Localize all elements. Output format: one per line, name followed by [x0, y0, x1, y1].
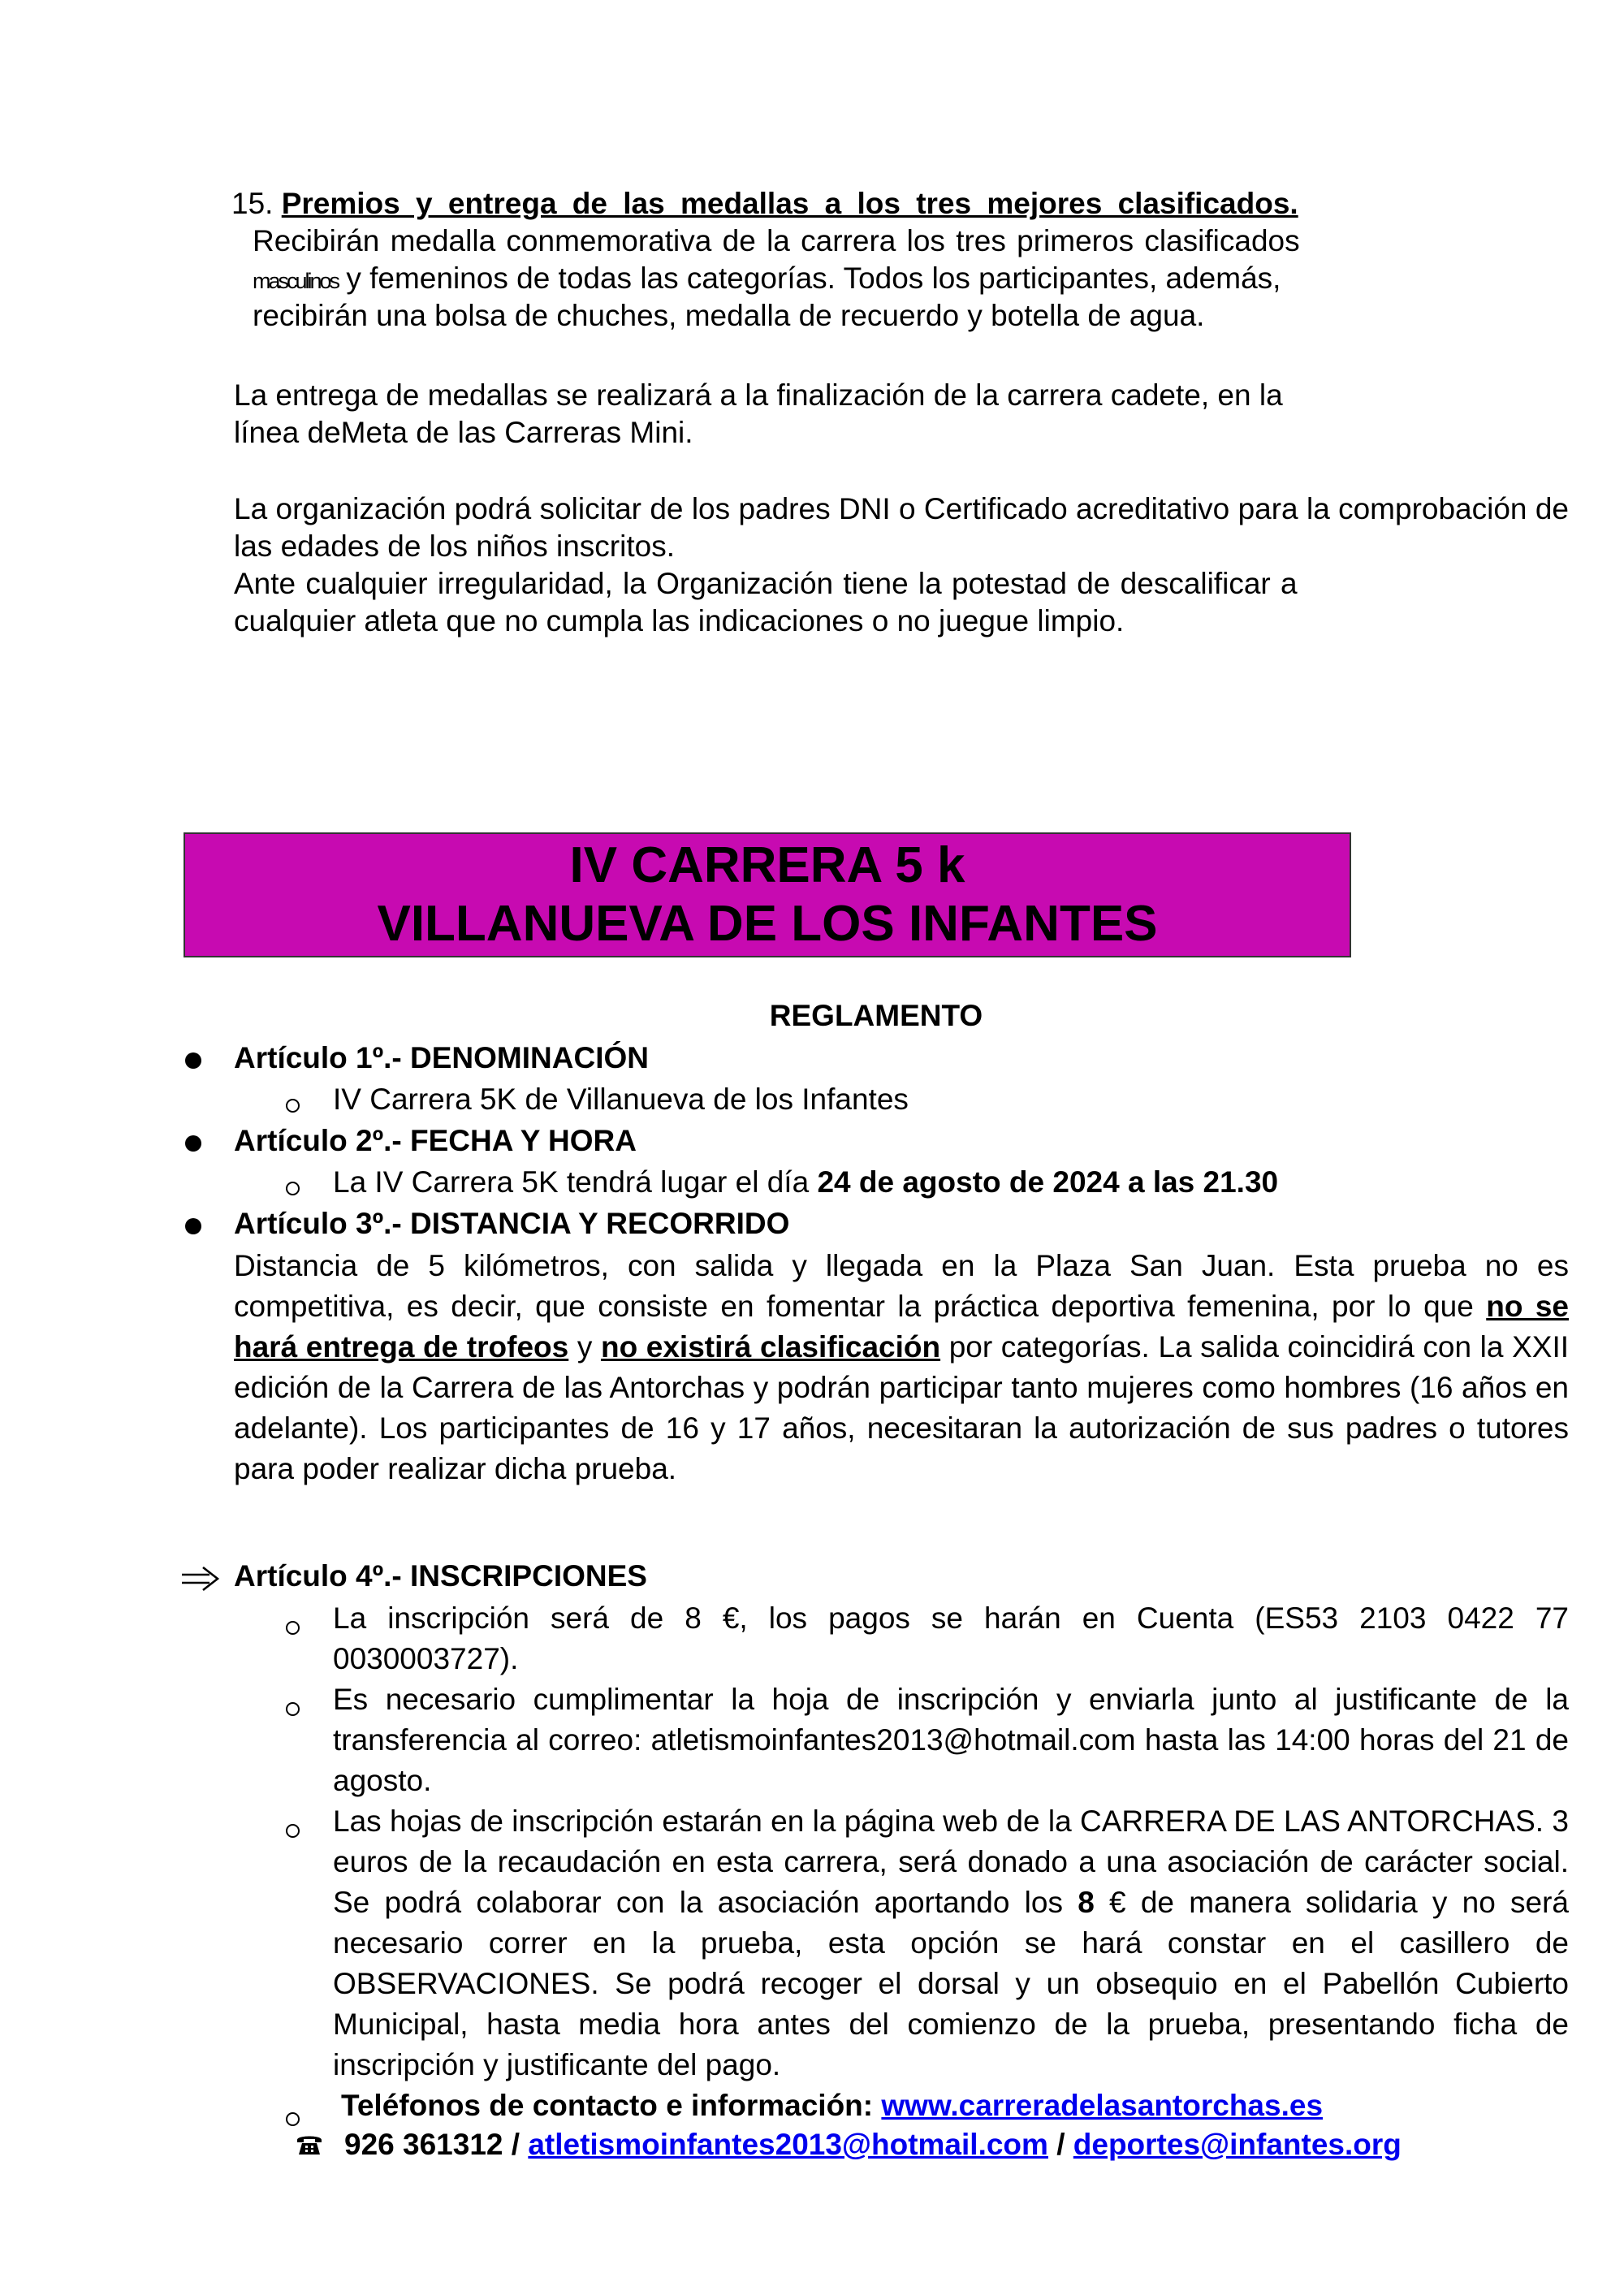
separator: /	[503, 2128, 529, 2161]
contact-email2-link[interactable]: deportes@infantes.org	[1073, 2128, 1402, 2161]
article3-paragraph	[234, 1246, 1569, 1489]
circle-bullet-icon	[286, 1621, 300, 1635]
circle-bullet-icon	[286, 1182, 300, 1195]
article4-item2: Es necesario cumplimentar la hoja de inscripción y enviarla junto al justificante de la transferencia al correo: atletismoinfantes2013@hotmail.com hasta las 14:00 horas del 21 de agosto.	[333, 1683, 1569, 1797]
article3-text-1: Distancia de 5 kilómetros, con salida y llegada en la Plaza San Juan. Esta prueba no es competitiva, es decir, que consiste en fomentar la práctica deportiva femenina, por lo que	[234, 1249, 1569, 1323]
contact-line	[341, 2087, 1323, 2124]
prizes-paragraph-line1: Recibirán medalla conmemorativa de la carrera los tres primeros clasificados	[253, 224, 1300, 257]
article2-item-text: La IV Carrera 5K tendrá lugar el día	[333, 1165, 818, 1199]
prizes-word-masculinos: masculinos	[253, 269, 339, 293]
article3-text-3: por categorías. La salida coincidirá con la XXII edición de la Carrera de las Antorchas y podrán participar tanto mujeres como hombres (16 años en adelante). Los participantes de 16 y 17 años, necesitaran la autorización de sus padres o tutores para poder realizar dicha prueba.	[234, 1330, 1569, 1485]
article4-item3-text-a: Las hojas de inscripción estarán en la página web de la CARRERA DE LAS ANTORCHAS. 3 euros de la recaudación en esta carrera, será donado a una asociación de carácter social. Se podrá colaborar con la asociación aportando los	[333, 1804, 1569, 1919]
article2-title: Artículo 2º.- FECHA Y HORA	[234, 1124, 637, 1157]
documents-paragraph: La organización podrá solicitar de los padres DNI o Certificado acreditativo para la comprobación de las edades de los niños inscritos.	[234, 492, 1569, 563]
double-arrow-right-icon	[180, 1562, 222, 1595]
prizes-paragraph-line2	[253, 260, 1417, 300]
irregularity-paragraph-line1: Ante cualquier irregularidad, la Organización tiene la potestad de descalificar a	[234, 567, 1298, 600]
telephone-icon	[296, 2131, 323, 2157]
banner-title-line1: IV CARRERA 5 k	[569, 837, 965, 893]
prizes-number: 15.	[231, 187, 274, 220]
article3-no-trophies: no se hará entrega de trofeos	[234, 1290, 1569, 1364]
article3-no-classification: no existirá clasificación	[600, 1330, 941, 1364]
contact-email1-link[interactable]: atletismoinfantes2013@hotmail.com	[528, 2128, 1048, 2161]
banner-title-line2: VILLANUEVA DE LOS INFANTES	[377, 896, 1158, 952]
medals-paragraph-line1: La entrega de medallas se realizará a la finalización de la carrera cadete, en la	[234, 378, 1283, 412]
article3-title: Artículo 3º.- DISTANCIA Y RECORRIDO	[234, 1207, 790, 1240]
article4-item1: La inscripción será de 8 €, los pagos se harán en Cuenta (ES53 2103 0422 77 0030003727).	[333, 1601, 1569, 1675]
article2-date: 24 de agosto de 2024 a las 21.30	[817, 1165, 1279, 1199]
rules-title: REGLAMENTO	[769, 999, 983, 1032]
bullet-icon	[185, 1135, 201, 1152]
contact-phone: 926 361312	[344, 2128, 503, 2161]
article4-item3-amount: 8	[1078, 1886, 1095, 1919]
article2-item	[333, 1164, 1278, 1201]
prizes-heading-line	[231, 185, 1417, 223]
circle-bullet-icon	[286, 1824, 300, 1838]
article4-item3	[333, 1801, 1569, 2085]
contact-website-link[interactable]: www.carreradelasantorchas.es	[881, 2089, 1324, 2122]
prizes-paragraph-line2-tail: y femeninos de todas las categorías. Todos los participantes, además,	[346, 261, 1281, 295]
contact-phone-line	[344, 2126, 1402, 2163]
medals-paragraph-line2: línea deMeta de las Carreras Mini.	[234, 416, 693, 449]
separator: /	[1047, 2128, 1073, 2161]
prizes-heading: Premios y entrega de las medallas a los tres mejores clasificados.	[281, 187, 1298, 220]
bullet-icon	[185, 1052, 201, 1069]
irregularity-paragraph-line2: cualquier atleta que no cumpla las indicaciones o no juegue limpio.	[234, 604, 1125, 638]
article1-title: Artículo 1º.- DENOMINACIÓN	[234, 1041, 649, 1074]
race-title-banner	[184, 832, 1351, 957]
prizes-paragraph-line3: recibirán una bolsa de chuches, medalla de recuerdo y botella de agua.	[253, 299, 1205, 332]
bullet-icon	[185, 1218, 201, 1234]
article3-text-2: y	[568, 1330, 601, 1364]
article4-title: Artículo 4º.- INSCRIPCIONES	[234, 1559, 647, 1593]
contact-label: Teléfonos de contacto e información:	[341, 2089, 882, 2122]
article1-item: IV Carrera 5K de Villanueva de los Infantes	[333, 1083, 909, 1116]
circle-bullet-icon	[286, 1099, 300, 1113]
circle-bullet-icon	[286, 2112, 300, 2126]
article4-item3-text-c: € de manera solidaria y no será necesario correr en la prueba, esta opción se hará constar en el casillero de OBSERVACIONES. Se podrá recoger el dorsal y un obsequio en el Pabellón Cubierto Municipal, hasta media hora antes del comienzo de la prueba, presentando ficha de inscripción y justificante del pago.	[333, 1886, 1569, 2081]
circle-bullet-icon	[286, 1702, 300, 1716]
